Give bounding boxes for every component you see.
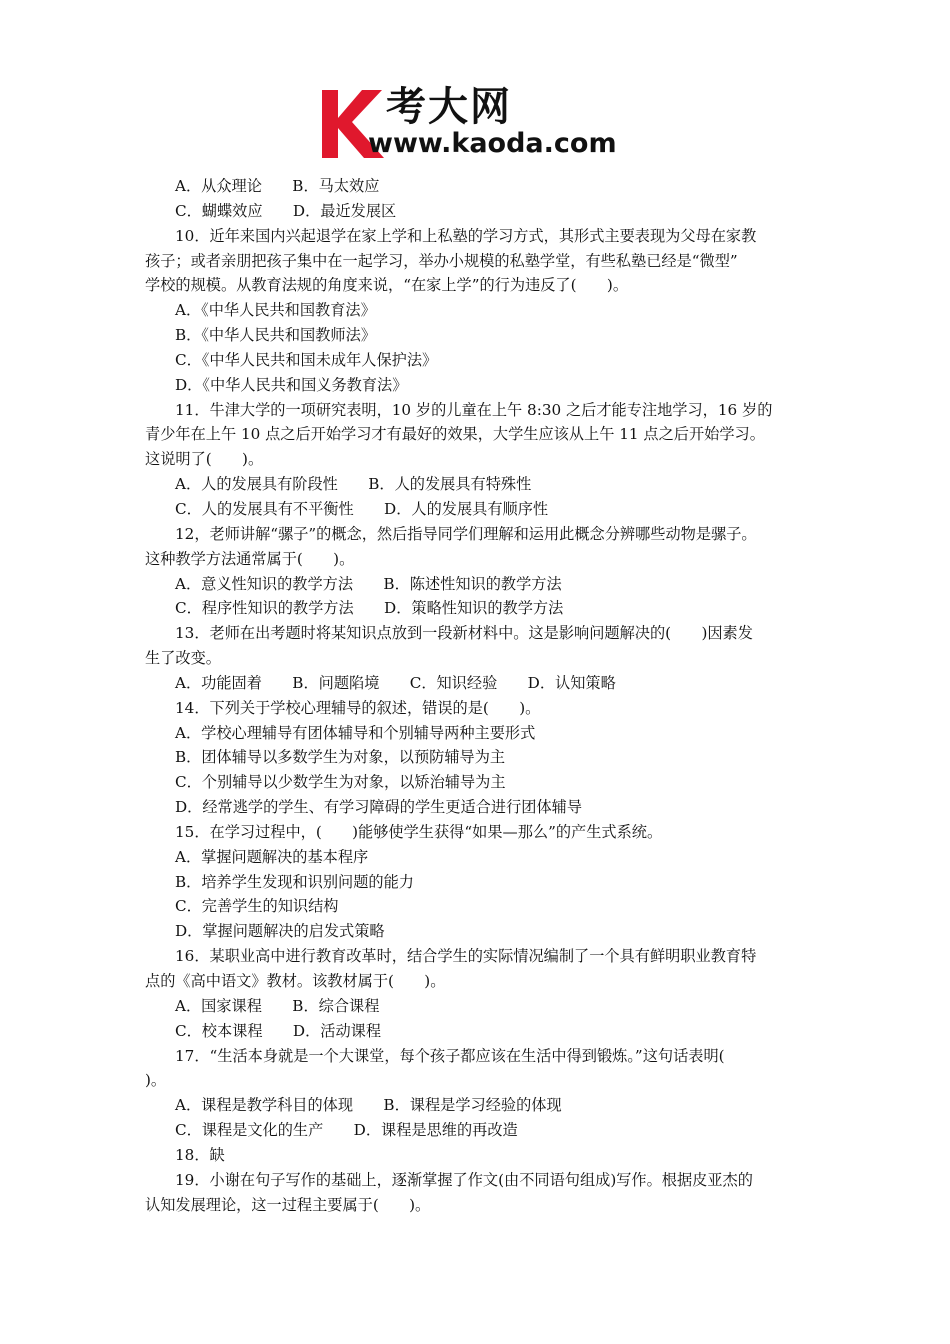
text-line: D．掌握问题解决的启发式策略	[175, 922, 385, 941]
text-line: 生了改变。	[145, 649, 221, 668]
text-line: C．程序性知识的教学方法 D．策略性知识的教学方法	[175, 599, 564, 618]
text-line: A．功能固着 B．问题陷境 C．知识经验 D．认知策略	[175, 673, 616, 692]
text-line: C．完善学生的知识结构	[175, 897, 339, 916]
text-line: 青少年在上午 10 点之后开始学习才有最好的效果，大学生应该从上午 11 点之后开始学习。	[145, 425, 765, 444]
text-line: C．个别辅导以少数学生为对象，以矫治辅导为主	[175, 773, 506, 792]
text-line: 13．老师在出考题时将某知识点放到一段新材料中。这是影响问题解决的( )因素发	[175, 624, 753, 643]
document-body	[145, 174, 813, 1217]
site-logo	[318, 84, 638, 162]
text-line: 学校的规模。从教育法规的角度来说，“在家上学”的行为违反了( )。	[145, 276, 629, 295]
text-line: B．《中华人民共和国教师法》	[175, 326, 376, 345]
text-line: 孩子；或者亲朋把孩子集中在一起学习，举办小规模的私塾学堂，有些私塾已经是“微型”	[145, 251, 738, 270]
text-line: 12，老师讲解“骡子”的概念，然后指导同学们理解和运用此概念分辨哪些动物是骡子。	[175, 524, 757, 543]
text-line: A．人的发展具有阶段性 B．人的发展具有特殊性	[175, 475, 532, 494]
text-line: 点的《高中语文》教材。该教材属于( )。	[145, 972, 446, 990]
text-line: A．学校心理辅导有团体辅导和个别辅导两种主要形式	[175, 723, 536, 742]
logo-url: www.kaoda.com	[368, 128, 617, 159]
text-line: C．人的发展具有不平衡性 D．人的发展具有顺序性	[175, 499, 549, 518]
text-line: C．《中华人民共和国未成年人保护法》	[175, 350, 438, 369]
logo-name: 考大网	[386, 84, 512, 130]
text-line: 16．某职业高中进行教育改革时，结合学生的实际情况编制了一个具有鲜明职业教育特	[175, 947, 757, 966]
text-line: C．蝴蝶效应 D．最近发展区	[175, 201, 397, 220]
text-line: 18．缺	[175, 1145, 225, 1164]
text-line: 这说明了( )。	[145, 450, 264, 469]
text-line: )。	[145, 1071, 167, 1090]
text-line: 11．牛津大学的一项研究表明，10 岁的儿童在上午 8:30 之后才能专注地学习，16 岁的	[175, 400, 773, 419]
text-line: D．经常逃学的学生、有学习障碍的学生更适合进行团体辅导	[175, 798, 583, 817]
text-line: 15．在学习过程中，( )能够使学生获得“如果—那么”的产生式系统。	[175, 822, 663, 841]
text-line: C．校本课程 D．活动课程	[175, 1021, 382, 1040]
text-line: A．课程是教学科目的体现 B．课程是学习经验的体现	[175, 1096, 562, 1115]
text-line: 19．小谢在句子写作的基础上，逐渐掌握了作文(由不同语句组成)写作。根据皮亚杰的	[175, 1170, 753, 1189]
text-line: B．培养学生发现和识别问题的能力	[175, 872, 414, 891]
text-line: A．从众理论 B．马太效应	[175, 177, 380, 195]
text-line: 14．下列关于学校心理辅导的叙述，错误的是( )。	[175, 698, 541, 717]
text-line: A．意义性知识的教学方法 B．陈述性知识的教学方法	[175, 574, 562, 593]
text-line: B．团体辅导以多数学生为对象，以预防辅导为主	[175, 748, 506, 767]
text-line: A．掌握问题解决的基本程序	[175, 847, 369, 866]
text-line: C．课程是文化的生产 D．课程是思维的再改造	[175, 1121, 518, 1140]
text-line: A．国家课程 B．综合课程	[175, 996, 380, 1015]
text-line: 认知发展理论，这一过程主要属于( )。	[145, 1195, 431, 1214]
text-line: D．《中华人民共和国义务教育法》	[175, 375, 408, 394]
text-line: 这种教学方法通常属于( )。	[145, 549, 355, 568]
text-line: 10．近年来国内兴起退学在家上学和上私塾的学习方式，其形式主要表现为父母在家教	[175, 226, 757, 245]
text-line: 17．“生活本身就是一个大课堂，每个孩子都应该在生活中得到锻炼。”这句话表明(	[175, 1046, 725, 1065]
text-line: A．《中华人民共和国教育法》	[175, 301, 376, 320]
